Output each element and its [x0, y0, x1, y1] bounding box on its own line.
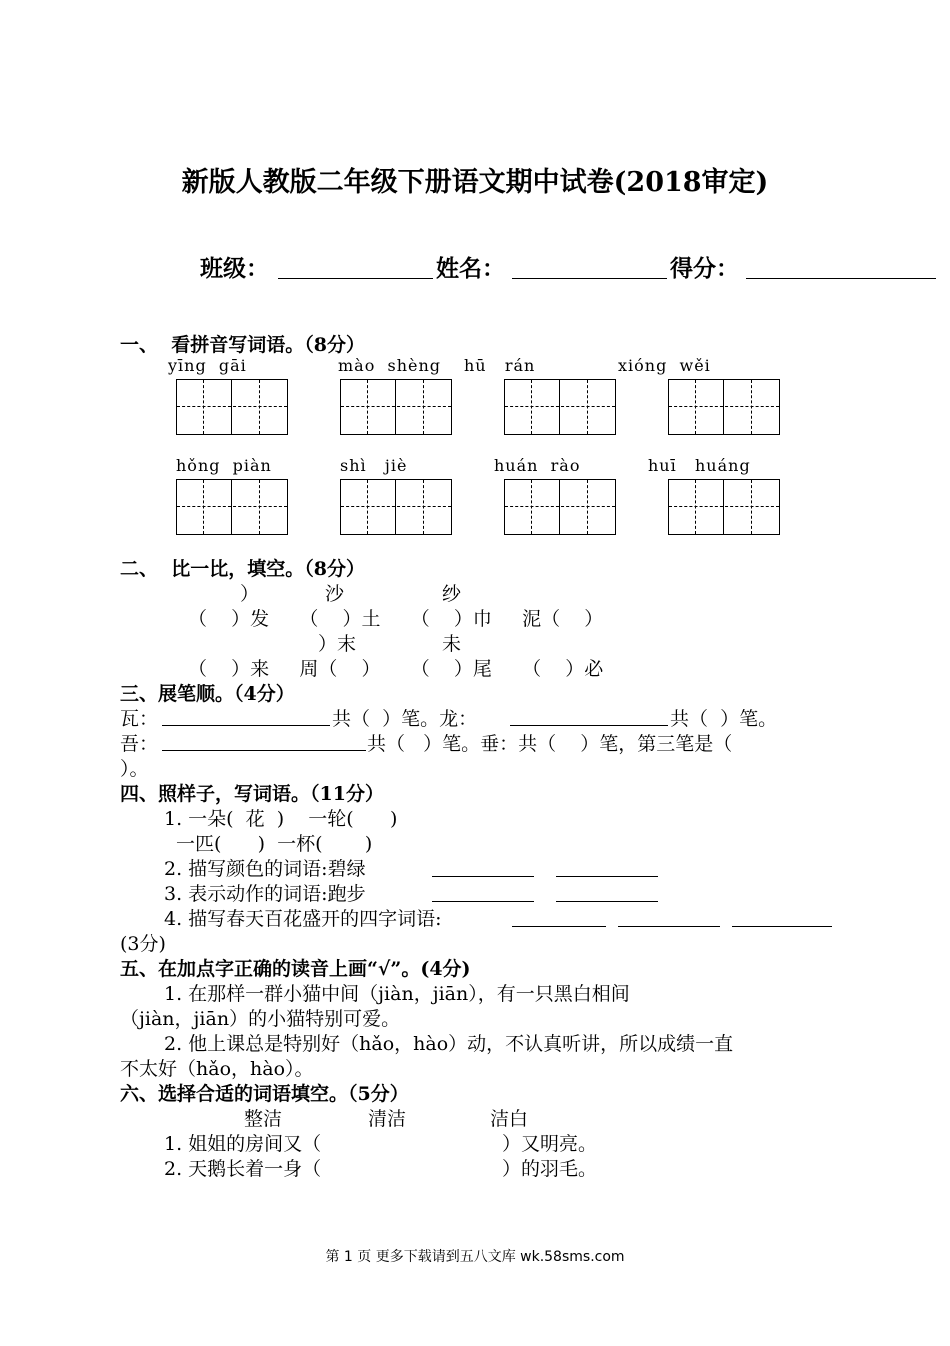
section-2-heading: 二、 比一比，填空。（8分） [120, 558, 365, 580]
s4-item3-blank1[interactable] [432, 901, 534, 902]
s6-word-3: 洁白 [490, 1108, 529, 1130]
section-3-heading: 三、展笔顺。（4分） [120, 683, 295, 705]
writing-grid[interactable] [176, 379, 288, 435]
pinyin-1: yīng gāi [168, 356, 247, 375]
s2-char-sha2: 纱 [442, 583, 462, 605]
s5-line2: （jiàn，jiān）的小猫特别可爱。 [120, 1008, 401, 1030]
s2-line4: （ ）来 周（ ） （ ）尾 （ ）必 [188, 658, 604, 680]
s4-item4-blank3[interactable] [732, 926, 832, 927]
pinyin-4: xióng wěi [618, 356, 711, 375]
pinyin-7: huán rào [494, 456, 581, 475]
writing-grid[interactable] [504, 379, 616, 435]
s3-wa-label: 瓦： [120, 708, 159, 730]
pinyin-2: mào shèng [338, 356, 442, 375]
page-footer: 第 1 页 更多下载请到五八文库 wk.58sms.com [325, 1249, 625, 1265]
s2-char-mo: ）末 [318, 633, 357, 655]
writing-grid[interactable] [176, 479, 288, 535]
s6-item1-start: 1. 姐姐的房间又（ [164, 1133, 322, 1155]
s4-item2: 2. 描写颜色的词语:碧绿 [164, 858, 366, 880]
score-label: 得分： [670, 255, 739, 282]
s3-wu-label: 吾： [120, 733, 159, 755]
s3-long-count: 共（ ）笔。 [670, 708, 778, 730]
s6-item2-start: 2. 天鹅长着一身（ [164, 1158, 322, 1180]
s3-wa-blank[interactable] [162, 725, 330, 726]
name-blank[interactable] [512, 278, 667, 279]
s4-item4: 4. 描写春天百花盛开的四字词语: [164, 908, 442, 930]
s5-line3: 2. 他上课总是特别好（hǎo，hào）动，不认真听讲，所以成绩一直 [164, 1033, 734, 1055]
pinyin-6: shì jiè [340, 456, 408, 475]
s3-wu-blank[interactable] [162, 750, 366, 751]
s2-line2: （ ）发 （ ）土 （ ）巾 泥（ ） [188, 608, 604, 630]
s4-item2-blank1[interactable] [432, 876, 534, 877]
s3-line3: ）。 [120, 758, 149, 780]
s4-item4-blank1[interactable] [512, 926, 606, 927]
s4-item1b: 一匹( ) 一杯( ) [176, 833, 373, 855]
class-label: 班级： [200, 255, 269, 282]
score-blank[interactable] [746, 278, 936, 279]
s3-wa-count: 共（ ）笔。龙： [332, 708, 478, 730]
section-5-heading: 五、在加点字正确的读音上画“√”。(4分) [120, 958, 471, 980]
s5-line1: 1. 在那样一群小猫中间（jiàn，jiān），有一只黑白相间 [164, 983, 630, 1005]
writing-grid[interactable] [668, 479, 780, 535]
s6-word-1: 整洁 [244, 1108, 283, 1130]
s4-item3-blank2[interactable] [556, 901, 658, 902]
s4-item3: 3. 表示动作的词语:跑步 [164, 883, 366, 905]
section-6-heading: 六、选择合适的词语填空。（5分） [120, 1083, 409, 1105]
s3-long-blank[interactable] [510, 725, 668, 726]
pinyin-3: hū rán [464, 356, 536, 375]
s4-item4-blank2[interactable] [618, 926, 720, 927]
section-1-heading: 一、 看拼音写词语。（8分） [120, 334, 365, 356]
writing-grid[interactable] [340, 479, 452, 535]
pinyin-8: huī huáng [648, 456, 751, 475]
s3-wu-count: 共（ ）笔。垂：共（ ）笔，第三笔是（ [367, 733, 733, 755]
s2-char-sha: 沙 [325, 583, 345, 605]
class-blank[interactable] [278, 278, 433, 279]
writing-grid[interactable] [668, 379, 780, 435]
s6-item1-end: ）又明亮。 [502, 1133, 598, 1155]
pinyin-5: hǒng piàn [176, 456, 272, 475]
page-title: 新版人教版二年级下册语文期中试卷(2018审定) [181, 167, 769, 198]
s2-char-wei: 未 [442, 633, 462, 655]
writing-grid[interactable] [504, 479, 616, 535]
section-4-heading: 四、照样子，写词语。（11分） [120, 783, 384, 805]
writing-grid[interactable] [340, 379, 452, 435]
s4-item2-blank2[interactable] [556, 876, 658, 877]
s6-word-2: 清洁 [368, 1108, 407, 1130]
s2-line1-bracket: ） [240, 583, 260, 605]
s6-item2-end: ）的羽毛。 [502, 1158, 598, 1180]
name-label: 姓名： [436, 255, 505, 282]
s5-line4: 不太好（hǎo，hào）。 [120, 1058, 314, 1080]
s4-score-note: (3分) [120, 933, 166, 955]
s4-item1: 1. 一朵( 花 ) 一轮( ) [164, 808, 398, 830]
